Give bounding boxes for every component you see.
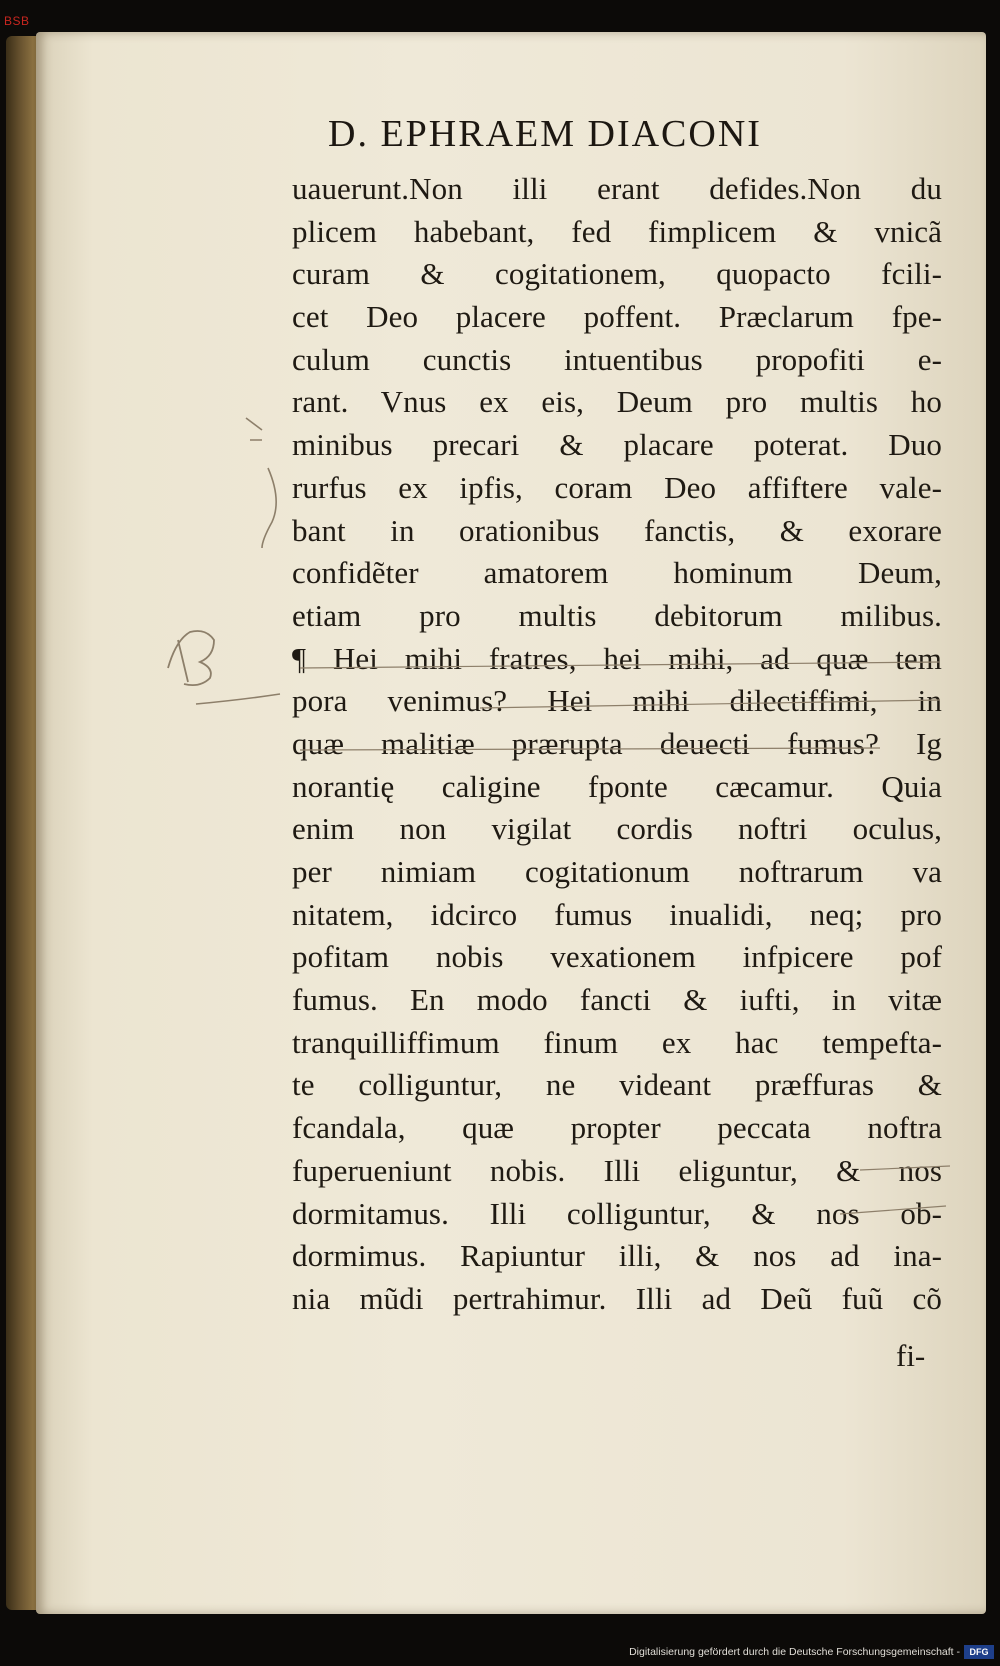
text-line: dormimus. Rapiuntur illi, & nos ad ina- <box>292 1238 942 1274</box>
text-line: cet Deo placere poffent. Præclarum fpe- <box>292 299 942 335</box>
text-line: per nimiam cogitationum noftrarum va <box>292 854 942 889</box>
text-line: norantię caligine fponte cæcamur. Quia <box>292 768 942 804</box>
text-line: enim non vigilat cordis noftri oculus, <box>292 811 942 847</box>
text-line: fuperueniunt nobis. Illi eliguntur, & nos <box>292 1152 942 1188</box>
text-line: nia mũdi pertrahimur. Illi ad Deũ fuũ cõ <box>292 1280 942 1316</box>
body-text <box>292 168 942 1321</box>
library-logo: BSB <box>4 14 30 28</box>
text-line: plicem habebant, fed fimplicem & vnicã <box>292 213 942 249</box>
digitization-credit: Digitalisierung gefördert durch die Deutsche Forschungsgemeinschaft - <box>629 1646 960 1658</box>
text-line: dormitamus. Illi colliguntur, & nos ob- <box>292 1195 942 1231</box>
text-line: nitatem, idcirco fumus inualidi, neq; pro <box>292 896 942 932</box>
text-line: fumus. En modo fancti & iufti, in vitæ <box>292 982 942 1018</box>
text-line: rant. Vnus ex eis, Deum pro multis ho <box>292 384 942 420</box>
running-head: D. EPHRAEM DIACONI <box>328 113 762 155</box>
text-line: confidẽter amatorem hominum Deum, <box>292 555 942 591</box>
text-line: fcandala, quæ propter peccata noftra <box>292 1110 942 1146</box>
text-line: pora venimus? Hei mihi dilectiffimi, in <box>292 683 942 719</box>
text-line: etiam pro multis debitorum milibus. <box>292 597 942 633</box>
text-line: ¶ Hei mihi fratres, hei mihi, ad quæ tem <box>292 640 942 676</box>
text-line: culum cunctis intuentibus propofiti e- <box>292 341 942 377</box>
text-line: rurfus ex ipfis, coram Deo affiftere vale- <box>292 469 942 505</box>
text-line: bant in orationibus fanctis, & exorare <box>292 512 942 548</box>
text-line: curam & cogitationem, quopacto fcili- <box>292 256 942 292</box>
text-line: tranquilliffimum finum ex hac tempefta- <box>292 1024 942 1060</box>
text-line: quæ malitiæ prærupta deuecti fumus? Ig <box>292 725 942 761</box>
dfg-logo: DFG <box>964 1645 994 1659</box>
text-line: te colliguntur, ne videant præffuras & <box>292 1067 942 1103</box>
text-line: pofitam nobis vexationem infpicere pof <box>292 939 942 975</box>
text-line: uauerunt.Non illi erant defides.Non du <box>292 171 942 206</box>
catchword: fi- <box>896 1338 926 1373</box>
text-line: minibus precari & placare poterat. Duo <box>292 427 942 463</box>
